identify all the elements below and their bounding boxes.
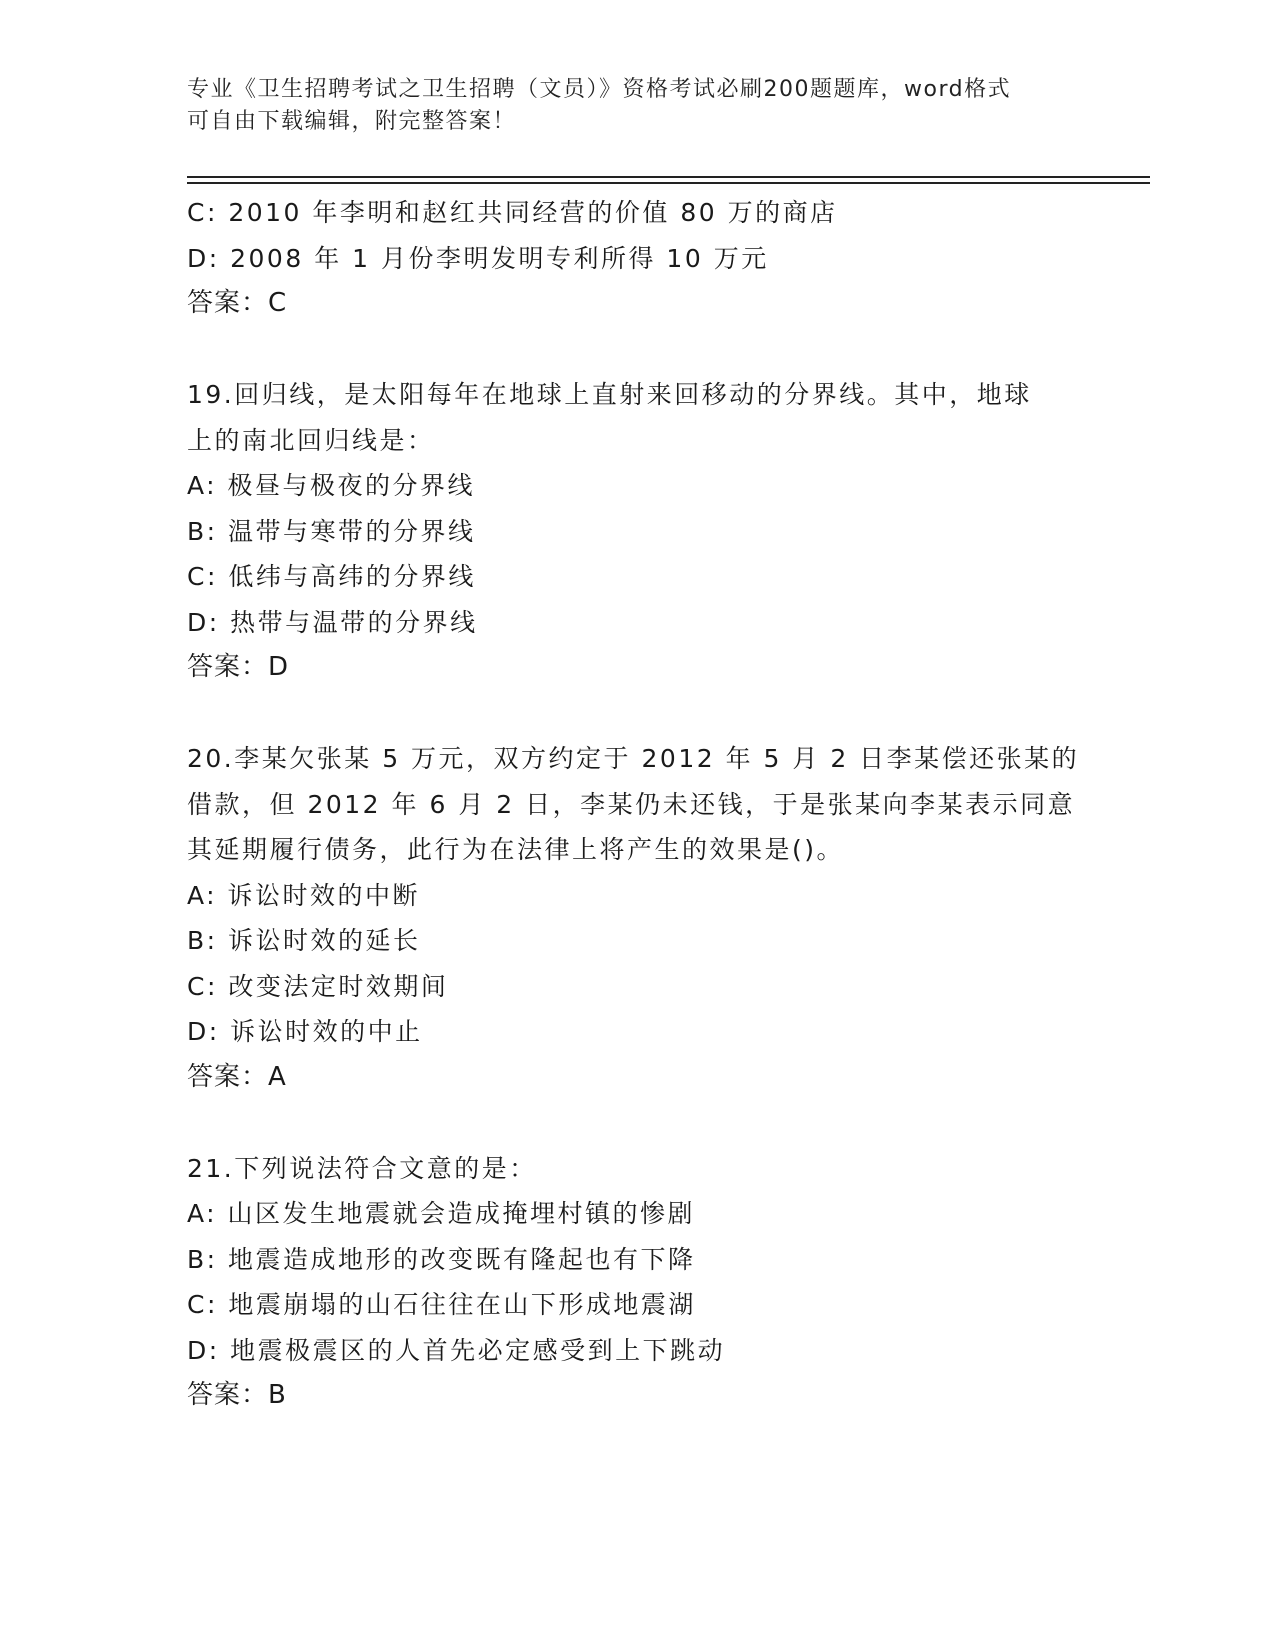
question-stem: 19.回归线，是太阳每年在地球上直射来回移动的分界线。其中，地球 bbox=[187, 380, 1032, 409]
header-divider-bottom bbox=[187, 182, 1150, 184]
option-c: C: 低纬与高纬的分界线 bbox=[187, 562, 476, 591]
option-d: D: 2008 年 1 月份李明发明专利所得 10 万元 bbox=[187, 243, 769, 273]
header-title-line-1: 专业《卫生招聘考试之卫生招聘（文员）》资格考试必刷200题题库，word格式 bbox=[187, 77, 1012, 102]
header-title-line-2: 可自由下载编辑，附完整答案！ bbox=[187, 109, 517, 134]
question-stem: 20.李某欠张某 5 万元，双方约定于 2012 年 5 月 2 日李某偿还张某的 bbox=[187, 744, 1080, 773]
question-19 bbox=[187, 372, 1087, 691]
option-b: B: 地震造成地形的改变既有隆起也有下降 bbox=[187, 1244, 696, 1274]
document-header bbox=[187, 74, 1087, 138]
question-stem-continued: 其延期履行债务，此行为在法律上将产生的效果是()。 bbox=[187, 835, 845, 864]
option-a: A: 极昼与极夜的分界线 bbox=[187, 471, 476, 500]
option-d: D: 地震极震区的人首先必定感受到上下跳动 bbox=[187, 1335, 726, 1365]
option-b: B: 诉讼时效的延长 bbox=[187, 926, 421, 955]
option-a: A: 诉讼时效的中断 bbox=[187, 880, 421, 910]
option-d: D: 热带与温带的分界线 bbox=[187, 607, 478, 637]
answer-label: 答案：A bbox=[187, 1061, 287, 1092]
question-18-tail bbox=[187, 190, 1087, 327]
option-c: C: 2010 年李明和赵红共同经营的价值 80 万的商店 bbox=[187, 198, 838, 227]
option-c: C: 地震崩塌的山石往往在山下形成地震湖 bbox=[187, 1290, 696, 1319]
answer-label: 答案：C bbox=[187, 288, 288, 318]
question-20 bbox=[187, 736, 1087, 1100]
spacer bbox=[187, 327, 1087, 373]
question-stem: 21.下列说法符合文意的是： bbox=[187, 1153, 537, 1183]
option-a: A: 山区发生地震就会造成掩埋村镇的惨剧 bbox=[187, 1199, 696, 1228]
question-stem-continued: 借款，但 2012 年 6 月 2 日，李某仍未还钱，于是张某向李某表示同意 bbox=[187, 789, 1076, 819]
answer-label: 答案：D bbox=[187, 652, 290, 682]
answer-label: 答案：B bbox=[187, 1380, 287, 1410]
spacer bbox=[187, 691, 1087, 737]
question-stem-continued: 上的南北回归线是： bbox=[187, 425, 435, 455]
option-b: B: 温带与寒带的分界线 bbox=[187, 516, 476, 546]
question-21 bbox=[187, 1146, 1087, 1419]
header-divider-top bbox=[187, 176, 1150, 178]
question-list bbox=[187, 190, 1087, 1419]
spacer bbox=[187, 1100, 1087, 1146]
option-d: D: 诉讼时效的中止 bbox=[187, 1017, 423, 1046]
option-c: C: 改变法定时效期间 bbox=[187, 971, 449, 1001]
